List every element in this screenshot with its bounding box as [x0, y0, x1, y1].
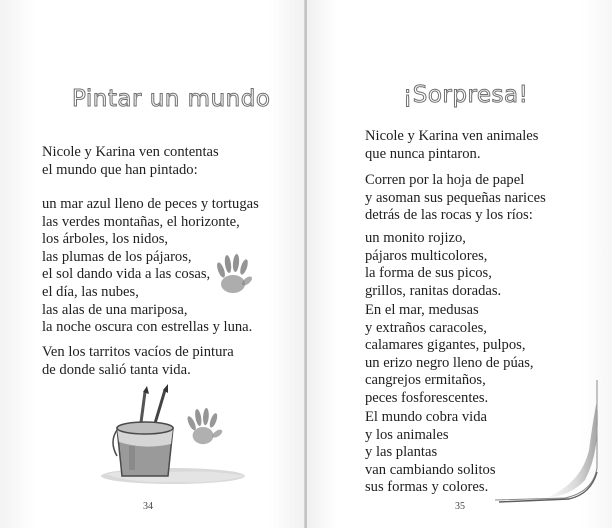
left-stanza-1: [42, 144, 219, 179]
verse-line: y asoman sus pequeñas narices: [365, 189, 546, 206]
page-curl-icon: [485, 380, 607, 506]
paint-bucket-icon: [95, 384, 253, 490]
verse-line: y las plantas: [365, 444, 438, 461]
right-stanza-3: [365, 230, 501, 300]
verse-line: sus formas y colores.: [365, 479, 489, 496]
verse-line: las plumas de los pájaros,: [42, 248, 192, 265]
verse-line: Ven los tarritos vacíos de pintura: [42, 344, 234, 360]
verse-line: pájaros multicolores,: [365, 247, 488, 264]
left-stanza-3: [42, 344, 234, 379]
verse-line: las verdes montañas, el horizonte,: [42, 213, 240, 230]
right-stanza-5: [365, 409, 496, 497]
right-page: [307, 0, 612, 528]
verse-line: van cambiando solitos: [365, 461, 496, 478]
left-page-title: Pintar un mundo: [72, 86, 271, 112]
verse-line: un erizo negro lleno de púas,: [365, 354, 534, 371]
verse-line: y extraños caracoles,: [365, 319, 487, 336]
verse-line: que nunca pintaron.: [365, 145, 481, 162]
verse-line: los árboles, los nidos,: [42, 231, 169, 248]
verse-line: Corren por la hoja de papel: [365, 172, 525, 188]
verse-line: grillos, ranitas doradas.: [365, 282, 502, 299]
verse-line: el sol dando vida a las cosas,: [42, 266, 211, 283]
verse-line: El mundo cobra vida: [365, 409, 487, 425]
page-number: 35: [455, 501, 465, 512]
left-page: [0, 0, 305, 528]
right-page-title: ¡Sorpresa!: [403, 82, 529, 108]
verse-line: un monito rojizo,: [365, 230, 466, 246]
verse-line: cangrejos ermitaños,: [365, 372, 486, 389]
verse-line: las alas de una mariposa,: [42, 301, 188, 318]
verse-line: detrás de las rocas y los ríos:: [365, 207, 533, 224]
verse-line: la noche oscura con estrellas y luna.: [42, 319, 253, 336]
page-number: 34: [143, 501, 153, 512]
handprint-icon: [213, 252, 253, 298]
verse-line: de donde salió tanta vida.: [42, 361, 191, 378]
verse-line: y los animales: [365, 426, 449, 443]
right-stanza-1: [365, 128, 538, 163]
verse-line: un mar azul lleno de peces y tortugas: [42, 196, 259, 212]
verse-line: En el mar, medusas: [365, 302, 479, 318]
verse-line: la forma de sus picos,: [365, 265, 492, 282]
handprint-icon: [185, 405, 223, 449]
right-stanza-2: [365, 172, 546, 225]
verse-line: peces fosforescentes.: [365, 389, 489, 406]
verse-line: Nicole y Karina ven contentas: [42, 144, 219, 160]
verse-line: calamares gigantes, pulpos,: [365, 337, 526, 354]
verse-line: el día, las nubes,: [42, 283, 139, 300]
verse-line: el mundo que han pintado:: [42, 161, 198, 178]
verse-line: Nicole y Karina ven animales: [365, 128, 539, 144]
